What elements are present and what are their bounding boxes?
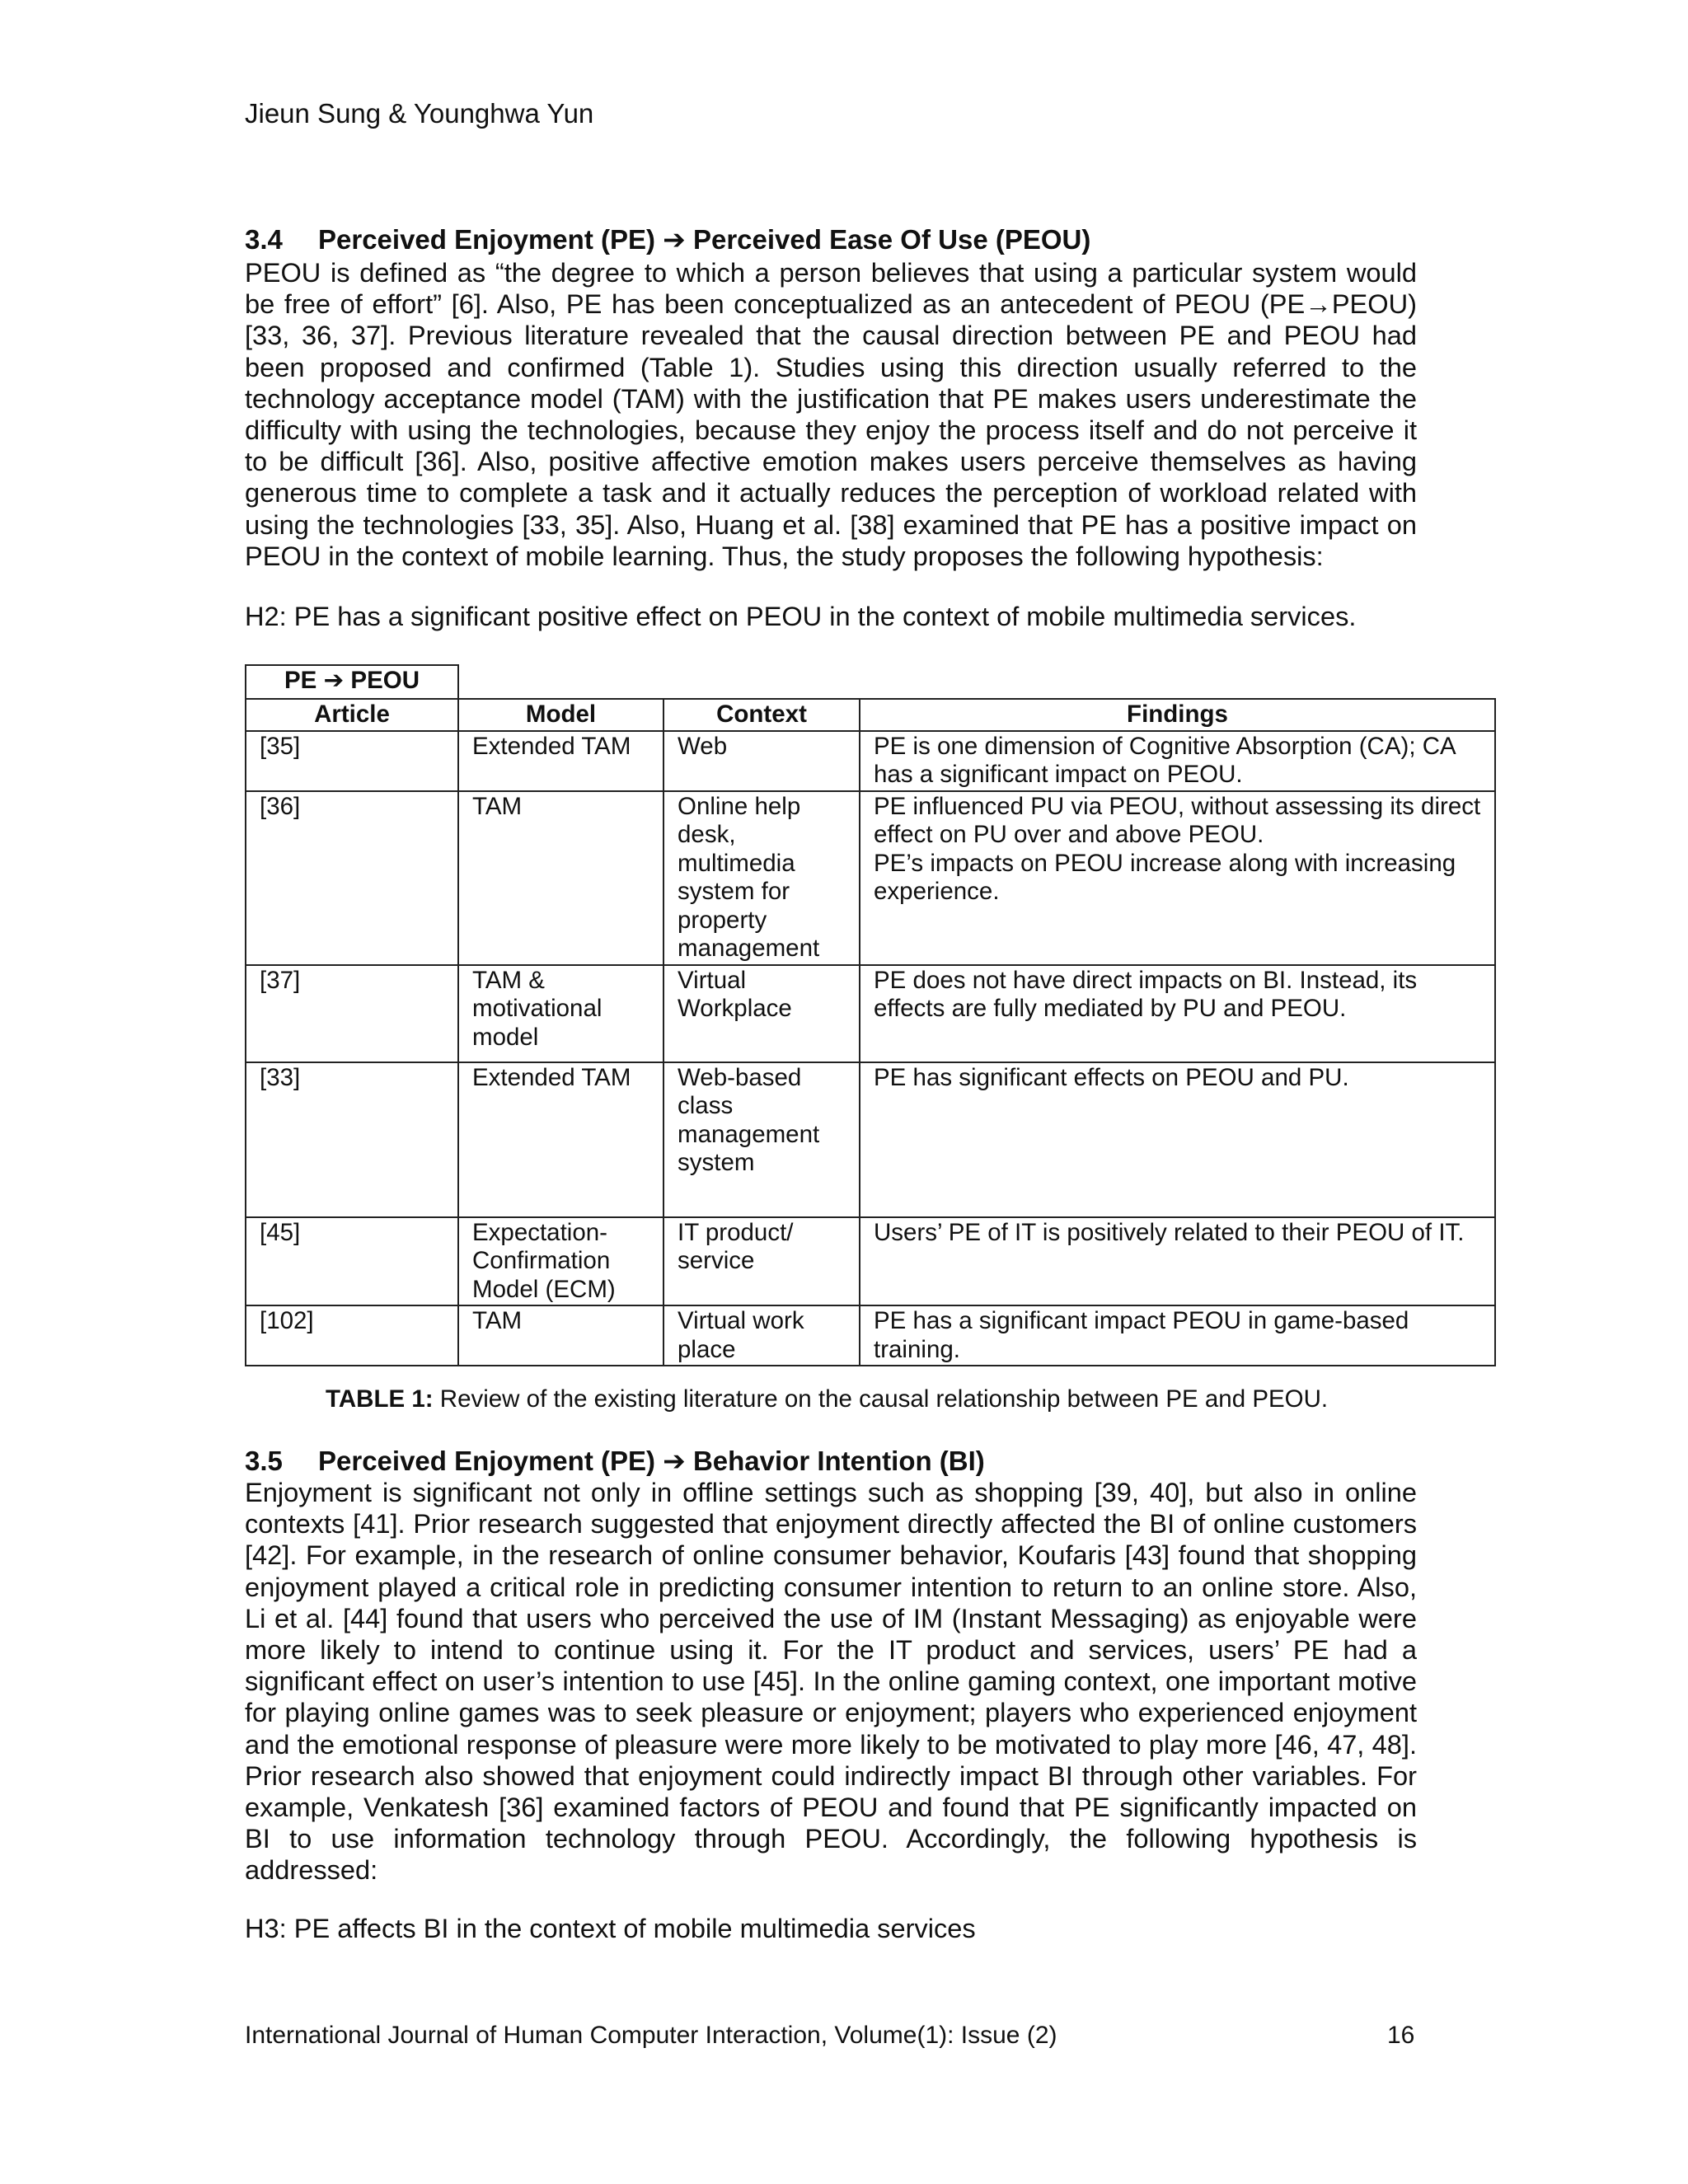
body-paragraph-3-4: PEOU is defined as “the degree to which a person believes that using a particular system would be free of effort” [6]. Also, PE has been conceptualized as an antecedent of PEOU (PE→PEOU) [33, 36, 37]. Previous literature revealed that the causal direction between PE and PEOU had been proposed and confirmed (Table 1). Studies using this direction usually referred to the technology acceptance model (TAM) with the justification that PE makes users underestimate the difficulty with using the technologies, because they enjoy the process itself and do not perceive it to be difficult [36]. Also, positive affective emotion makes users perceive themselves as having generous time to complete a task and it actually reduces the perception of workload related with using the technologies [33, 35]. Also, Huang et al. [38] examined that PE has a positive impact on PEOU in the context of mobile learning. Thus, the study proposes the following hypothesis:: [245, 257, 1417, 571]
header-article: Article: [246, 699, 458, 731]
cell-findings: PE has significant effects on PEOU and PU.: [860, 1062, 1495, 1217]
hypothesis-h3: H3: PE affects BI in the context of mobile multimedia services: [245, 1913, 976, 1943]
hypothesis-h2: H2: PE has a significant positive effect on PEOU in the context of mobile multimedia services.: [245, 601, 1357, 631]
cell-context: Web: [663, 731, 860, 791]
footer-journal: International Journal of Human Computer Interaction, Volume(1): Issue (2): [245, 2022, 1057, 2049]
cell-findings: PE does not have direct impacts on BI. Instead, its effects are fully mediated by PU and PEOU.: [860, 965, 1495, 1062]
table-title: PE ➔ PEOU: [246, 665, 458, 699]
cell-findings: Users’ PE of IT is positively related to their PEOU of IT.: [860, 1217, 1495, 1306]
table-row: [246, 731, 1495, 791]
cell-context: Web-based class management system: [663, 1062, 860, 1217]
cell-article: [45]: [246, 1217, 458, 1306]
table-header-row: [246, 699, 1495, 731]
running-header: Jieun Sung & Younghwa Yun: [245, 98, 594, 129]
findings-line: PE’s impacts on PEOU increase along with increasing experience.: [874, 849, 1456, 905]
cell-context: Virtual work place: [663, 1305, 860, 1366]
cell-model: Extended TAM: [458, 731, 663, 791]
cell-article: [36]: [246, 791, 458, 965]
cell-model: TAM: [458, 1305, 663, 1366]
section-heading-3-4: [245, 223, 1090, 256]
caption-text: Review of the existing literature on the causal relationship between PE and PEOU.: [433, 1385, 1329, 1413]
findings-line: PE influenced PU via PEOU, without assessing its direct effect on PU over and above PEOU.: [874, 792, 1481, 848]
table-row: [246, 965, 1495, 1062]
section-number: 3.5: [245, 1446, 283, 1476]
table-row: [246, 1217, 1495, 1306]
section-number: 3.4: [245, 224, 283, 255]
cell-findings: PE is one dimension of Cognitive Absorption (CA); CA has a significant impact on PEOU.: [860, 731, 1495, 791]
cell-context: IT product/ service: [663, 1217, 860, 1306]
literature-table: [245, 664, 1496, 1366]
cell-model: Extended TAM: [458, 1062, 663, 1217]
cell-findings: PE has a significant impact PEOU in game-based training.: [860, 1305, 1495, 1366]
section-title: Perceived Enjoyment (PE) ➔ Perceived Ease Of Use (PEOU): [318, 224, 1091, 255]
table-caption: [326, 1385, 1328, 1414]
cell-context: Online help desk, multimedia system for property management: [663, 791, 860, 965]
cell-model: Expectation-Confirmation Model (ECM): [458, 1217, 663, 1306]
table-title-row: [246, 665, 1495, 699]
caption-label: TABLE 1:: [326, 1385, 434, 1413]
table-row: [246, 1305, 1495, 1366]
page-number: 16: [1387, 2022, 1415, 2049]
cell-model: TAM: [458, 791, 663, 965]
header-findings: Findings: [860, 699, 1495, 731]
cell-article: [102]: [246, 1305, 458, 1366]
section-title: Perceived Enjoyment (PE) ➔ Behavior Intention (BI): [318, 1446, 985, 1476]
header-context: Context: [663, 699, 860, 731]
cell-article: [33]: [246, 1062, 458, 1217]
header-model: Model: [458, 699, 663, 731]
table-title-spacer: [458, 665, 1495, 699]
cell-context: Virtual Workplace: [663, 965, 860, 1062]
table-row: [246, 1062, 1495, 1217]
table-row: [246, 791, 1495, 965]
cell-article: [35]: [246, 731, 458, 791]
body-paragraph-3-5: Enjoyment is significant not only in offline settings such as shopping [39, 40], but also in online contexts [41]. Prior research suggested that enjoyment directly affected the BI of online customers [42]. For example, in the research of online consumer behavior, Koufaris [43] found that shopping enjoyment played a critical role in predicting consumer intention to return to an online store. Also, Li et al. [44] found that users who perceived the use of IM (Instant Messaging) as enjoyable were more likely to intend to continue using it. For the IT product and services, users’ PE had a significant effect on user’s intention to use [45]. In the online gaming context, one important motive for playing online games was to seek pleasure or enjoyment; players who experienced enjoyment and the emotional response of pleasure were more likely to be motivated to play more [46, 47, 48]. Prior research also showed that enjoyment could indirectly impact BI through other variables. For example, Venkatesh [36] examined factors of PEOU and found that PE significantly impacted on BI to use information technology through PEOU. Accordingly, the following hypothesis is addressed:: [245, 1477, 1417, 1886]
section-heading-3-5: [245, 1445, 985, 1478]
cell-model: TAM & motivational model: [458, 965, 663, 1062]
cell-findings: [860, 791, 1495, 965]
cell-article: [37]: [246, 965, 458, 1062]
